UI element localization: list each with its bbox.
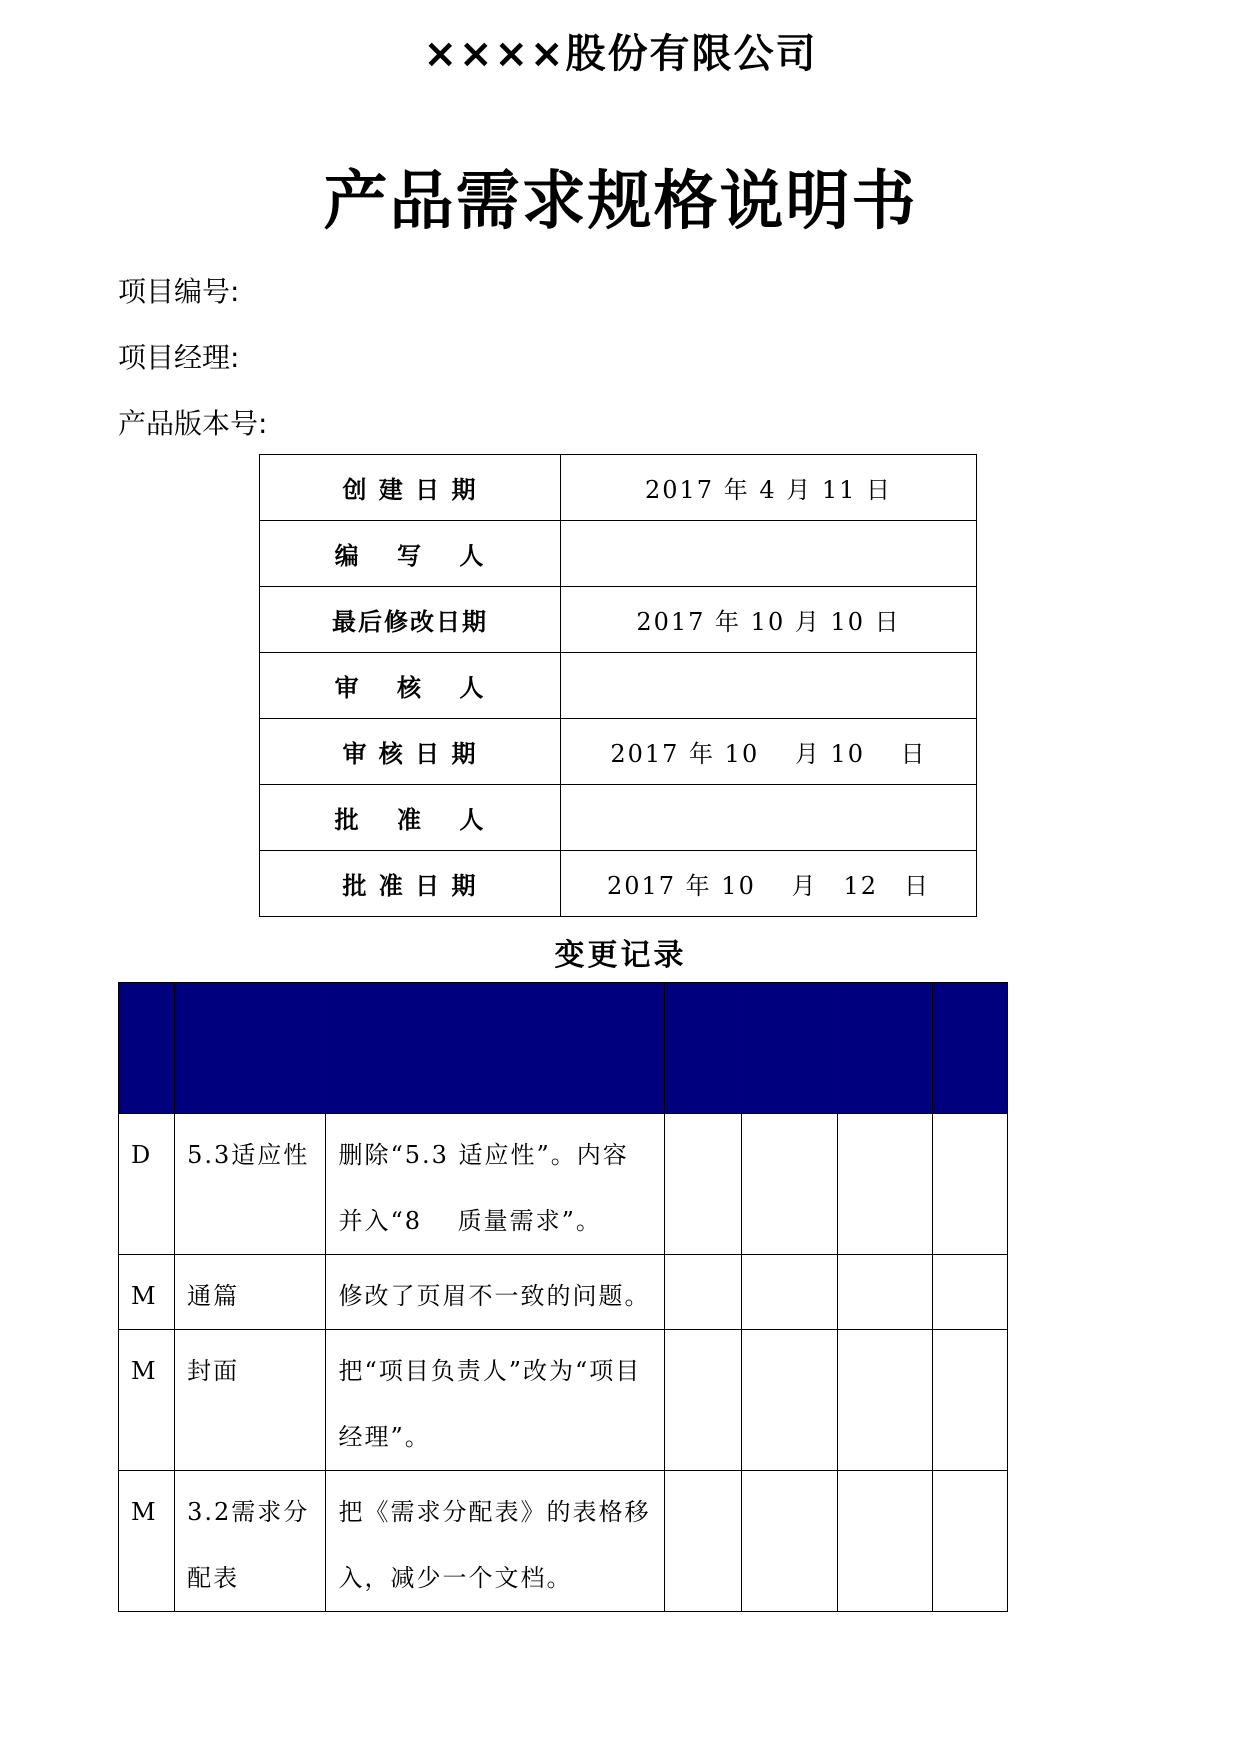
change-type: D — [119, 1114, 175, 1255]
header-cell — [665, 983, 742, 1114]
document-title: 产品需求规格说明书 — [323, 165, 918, 239]
change-description: 把“项目负责人”改为“项目经理”。 — [326, 1330, 665, 1471]
info-label: 审 核 日 期 — [260, 719, 561, 785]
info-value — [561, 785, 977, 851]
table-row — [119, 1255, 1008, 1330]
empty-cell — [837, 1114, 932, 1255]
change-type: M — [119, 1255, 175, 1330]
empty-cell — [932, 1471, 1007, 1612]
document-info-table — [259, 454, 977, 917]
info-row-last-modified — [260, 587, 977, 653]
empty-cell — [665, 1114, 742, 1255]
project-number-label: 项目编号: — [118, 275, 240, 308]
change-log-table — [118, 982, 1008, 1612]
empty-cell — [932, 1330, 1007, 1471]
change-description: 修改了页眉不一致的问题。 — [326, 1255, 665, 1330]
info-row-created-date — [260, 455, 977, 521]
info-row-author — [260, 521, 977, 587]
info-label: 批 准 日 期 — [260, 851, 561, 917]
header-cell — [119, 983, 175, 1114]
info-value: 2017 年 10 月 12 日 — [561, 851, 977, 917]
info-value: 2017 年 10 月 10 日 — [561, 587, 977, 653]
table-row — [119, 1330, 1008, 1471]
empty-cell — [665, 1471, 742, 1612]
empty-cell — [837, 1330, 932, 1471]
header-cell — [326, 983, 665, 1114]
company-name: ××××股份有限公司 — [423, 31, 818, 77]
table-row — [119, 1471, 1008, 1612]
table-row — [119, 1114, 1008, 1255]
empty-cell — [665, 1255, 742, 1330]
change-section: 3.2需求分配表 — [175, 1471, 326, 1612]
empty-cell — [742, 1471, 837, 1612]
info-row-approval-date — [260, 851, 977, 917]
empty-cell — [742, 1114, 837, 1255]
info-value — [561, 653, 977, 719]
change-log-header-row — [119, 983, 1008, 1114]
change-section: 5.3适应性 — [175, 1114, 326, 1255]
info-value — [561, 521, 977, 587]
info-row-approver — [260, 785, 977, 851]
empty-cell — [837, 1255, 932, 1330]
empty-cell — [932, 1114, 1007, 1255]
change-description: 删除“5.3 适应性”。内容并入“8 质量需求”。 — [326, 1114, 665, 1255]
empty-cell — [742, 1330, 837, 1471]
header-cell — [837, 983, 932, 1114]
info-label: 编 写 人 — [260, 521, 561, 587]
change-type: M — [119, 1471, 175, 1612]
info-label: 审 核 人 — [260, 653, 561, 719]
info-label: 最后修改日期 — [260, 587, 561, 653]
info-row-review-date — [260, 719, 977, 785]
info-value: 2017 年 4 月 11 日 — [561, 455, 977, 521]
empty-cell — [742, 1255, 837, 1330]
product-version-label: 产品版本号: — [118, 407, 268, 440]
empty-cell — [932, 1255, 1007, 1330]
empty-cell — [665, 1330, 742, 1471]
empty-cell — [837, 1471, 932, 1612]
header-cell — [175, 983, 326, 1114]
change-log-title: 变更记录 — [554, 938, 687, 973]
info-row-reviewer — [260, 653, 977, 719]
change-description: 把《需求分配表》的表格移入，减少一个文档。 — [326, 1471, 665, 1612]
info-label: 批 准 人 — [260, 785, 561, 851]
project-manager-label: 项目经理: — [118, 341, 240, 374]
change-section: 封面 — [175, 1330, 326, 1471]
header-cell — [742, 983, 837, 1114]
info-value: 2017 年 10 月 10 日 — [561, 719, 977, 785]
change-type: M — [119, 1330, 175, 1471]
change-section: 通篇 — [175, 1255, 326, 1330]
header-cell — [932, 983, 1007, 1114]
info-label: 创 建 日 期 — [260, 455, 561, 521]
